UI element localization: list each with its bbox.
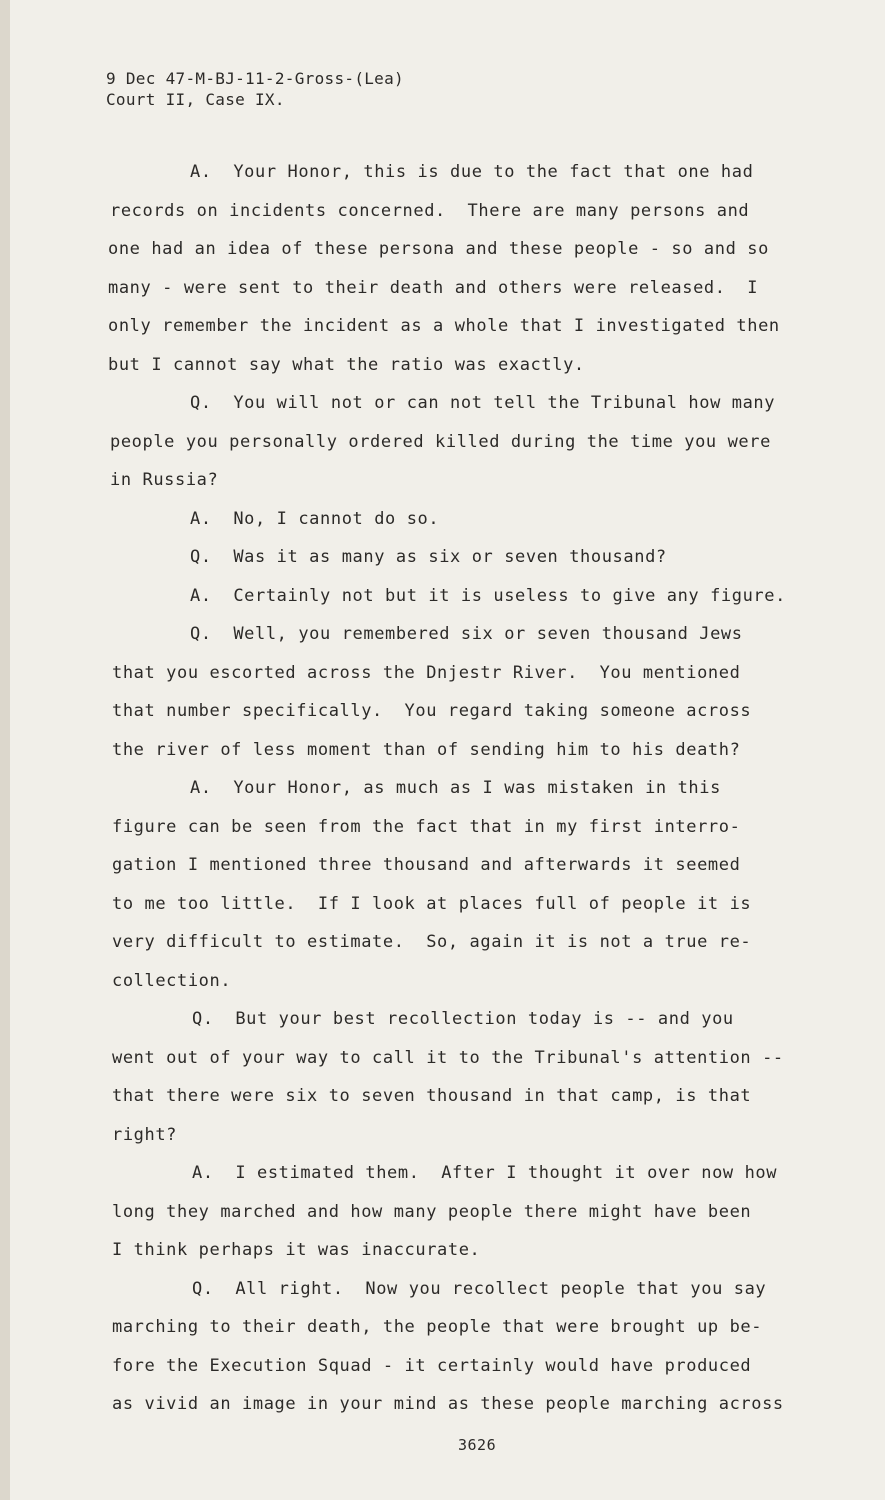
transcript-line: in Russia? [110,470,219,490]
transcript-line: Q. All right. Now you recollect people that you say [192,1279,767,1299]
transcript-line: right? [112,1125,178,1145]
transcript-line: figure can be seen from the fact that in my first interro- [112,817,741,837]
transcript-line: I think perhaps it was inaccurate. [112,1240,481,1260]
transcript-line: collection. [112,971,232,991]
document-header [106,68,404,110]
header-court-case: Court II, Case IX. [106,90,285,109]
transcript-line: only remember the incident as a whole that I investigated then [108,316,780,336]
transcript-line: Q. Well, you remembered six or seven thousand Jews [190,624,743,644]
transcript-line: but I cannot say what the ratio was exactly. [108,355,585,375]
transcript-line: fore the Execution Squad - it certainly would have produced [112,1356,752,1376]
transcript-line: A. Certainly not but it is useless to give any figure. [190,586,786,606]
transcript-line: Q. But your best recollection today is -- and you [192,1009,734,1029]
transcript-line: A. Your Honor, this is due to the fact that one had [190,162,754,182]
transcript-line: A. I estimated them. After I thought it over now how [192,1163,778,1183]
transcript-line: that number specifically. You regard taking someone across [112,701,752,721]
transcript-line: went out of your way to call it to the Tribunal's attention -- [112,1048,784,1068]
transcript-line: long they marched and how many people there might have been [112,1202,752,1222]
transcript-line: to me too little. If I look at places full of people it is [112,894,752,914]
transcript-line: one had an idea of these persona and these people - so and so [108,239,769,259]
page-number: 3626 [458,1436,497,1454]
transcript-line: many - were sent to their death and others were released. I [108,278,759,298]
transcript-line: A. Your Honor, as much as I was mistaken in this [190,778,721,798]
header-reference: 9 Dec 47-M-BJ-11-2-Gross-(Lea) [106,69,404,88]
transcript-line: very difficult to estimate. So, again it is not a true re- [112,932,752,952]
transcript-line: records on incidents concerned. There are many persons and [110,201,750,221]
transcript-line: the river of less moment than of sending him to his death? [112,740,741,760]
transcript-line: people you personally ordered killed during the time you were [110,432,771,452]
transcript-line: Q. Was it as many as six or seven thousand? [190,547,667,567]
transcript-line: Q. You will not or can not tell the Tribunal how many [190,393,776,413]
transcript-line: gation I mentioned three thousand and afterwards it seemed [112,855,741,875]
transcript-line: that you escorted across the Dnjestr River. You mentioned [112,663,741,683]
transcript-line: marching to their death, the people that were brought up be- [112,1317,763,1337]
transcript-line: A. No, I cannot do so. [190,509,440,529]
transcript-line: that there were six to seven thousand in that camp, is that [112,1086,752,1106]
transcript-line: as vivid an image in your mind as these people marching across [112,1394,784,1414]
